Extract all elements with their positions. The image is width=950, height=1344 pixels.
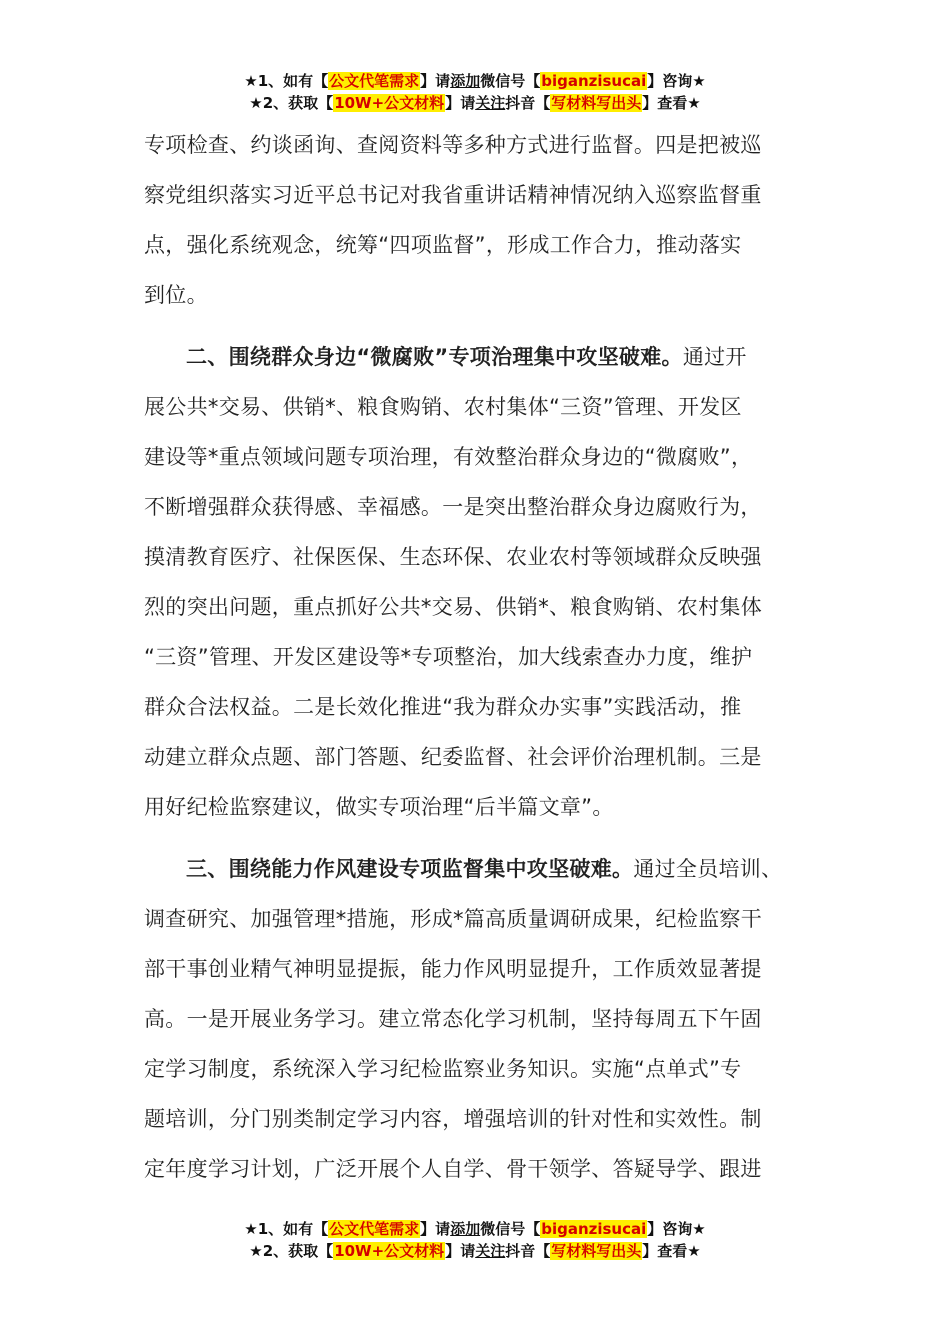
section-heading: 二、围绕群众身边“微腐败”专项治理集中攻坚破难。 <box>186 345 683 369</box>
banner-underlined: 关注 <box>475 1242 506 1260</box>
document-body <box>144 120 808 1206</box>
banner-highlight: 写材料写出头 <box>551 1242 642 1260</box>
banner-text: 】咨询★ <box>647 72 706 90</box>
text-line: 部干事创业精气神明显提振，能力作风明显提升，工作质效显著提 <box>144 957 762 981</box>
banner-highlight: 公文代笔需求 <box>329 1220 420 1238</box>
banner-highlight: 10W+公文材料 <box>334 1242 445 1260</box>
text-line: 专项检查、约谈函询、查阅资料等多种方式进行监督。四是把被巡 <box>144 133 762 157</box>
footer-banner <box>0 1218 950 1262</box>
banner-text: 】请 <box>445 1242 476 1260</box>
banner-highlight: 10W+公文材料 <box>334 94 445 112</box>
text-line: 动建立群众点题、部门答题、纪委监督、社会评价治理机制。三是 <box>144 745 762 769</box>
text-line: 群众合法权益。二是长效化推进“我为群众办实事”实践活动，推 <box>144 695 742 719</box>
banner-text: 抖音【 <box>505 1242 551 1260</box>
paragraph-continuation <box>144 120 808 320</box>
text-line: 题培训，分门别类制定学习内容，增强培训的针对性和实效性。制 <box>144 1107 762 1131</box>
text-line-first <box>144 844 808 894</box>
banner-line-2 <box>0 1240 950 1262</box>
text-line: 察党组织落实习近平总书记对我省重讲话精神情况纳入巡察监督重 <box>144 183 762 207</box>
banner-text: 】查看★ <box>642 94 701 112</box>
banner-text: 】请 <box>420 1220 451 1238</box>
text-line: 高。一是开展业务学习。建立常态化学习机制，坚持每周五下午固 <box>144 1007 762 1031</box>
banner-line-1 <box>0 1218 950 1240</box>
banner-text: 】咨询★ <box>647 1220 706 1238</box>
banner-text: ★1、如有【 <box>244 72 329 90</box>
text-run: 通过全员培训、 <box>633 857 783 881</box>
banner-text: 微信号【 <box>480 72 541 90</box>
banner-underlined: 关注 <box>475 94 506 112</box>
text-line: 建设等*重点领域问题专项治理，有效整治群众身边的“微腐败”， <box>144 445 753 469</box>
text-line: “三资”管理、开发区建设等*专项整治，加大线索查办力度，维护 <box>144 645 753 669</box>
banner-text: 】查看★ <box>642 1242 701 1260</box>
text-line: 用好纪检监察建议，做实专项治理“后半篇文章”。 <box>144 795 614 819</box>
banner-text: 抖音【 <box>505 94 551 112</box>
text-line-first <box>144 332 808 382</box>
banner-highlight: 写材料写出头 <box>551 94 642 112</box>
text-run: 通过开 <box>682 345 747 369</box>
banner-text: 微信号【 <box>480 1220 541 1238</box>
paragraph-section-3 <box>144 844 808 1194</box>
section-heading: 三、围绕能力作风建设专项监督集中攻坚破难。 <box>186 857 634 881</box>
text-line: 展公共*交易、供销*、粮食购销、农村集体“三资”管理、开发区 <box>144 395 742 419</box>
banner-underlined: 添加 <box>450 1220 481 1238</box>
text-line: 定学习制度，系统深入学习纪检监察业务知识。实施“点单式”专 <box>144 1057 742 1081</box>
paragraph-section-2 <box>144 332 808 832</box>
banner-highlight: biganzisucai <box>541 1220 647 1238</box>
header-banner <box>0 70 950 114</box>
banner-underlined: 添加 <box>450 72 481 90</box>
text-line: 烈的突出问题，重点抓好公共*交易、供销*、粮食购销、农村集体 <box>144 595 762 619</box>
banner-highlight: 公文代笔需求 <box>329 72 420 90</box>
text-line: 定年度学习计划，广泛开展个人自学、骨干领学、答疑导学、跟进 <box>144 1157 762 1181</box>
text-line: 调查研究、加强管理*措施，形成*篇高质量调研成果，纪检监察干 <box>144 907 762 931</box>
text-line: 点，强化系统观念，统筹“四项监督”，形成工作合力，推动落实 <box>144 233 742 257</box>
banner-line-2 <box>0 92 950 114</box>
banner-text: ★1、如有【 <box>244 1220 329 1238</box>
banner-text: ★2、获取【 <box>249 94 334 112</box>
text-line: 不断增强群众获得感、幸福感。一是突出整治群众身边腐败行为， <box>144 495 762 519</box>
banner-text: 】请 <box>445 94 476 112</box>
banner-line-1 <box>0 70 950 92</box>
banner-text: ★2、获取【 <box>249 1242 334 1260</box>
banner-text: 】请 <box>420 72 451 90</box>
text-line: 到位。 <box>144 283 208 307</box>
text-line: 摸清教育医疗、社保医保、生态环保、农业农村等领域群众反映强 <box>144 545 762 569</box>
banner-highlight: biganzisucai <box>541 72 647 90</box>
